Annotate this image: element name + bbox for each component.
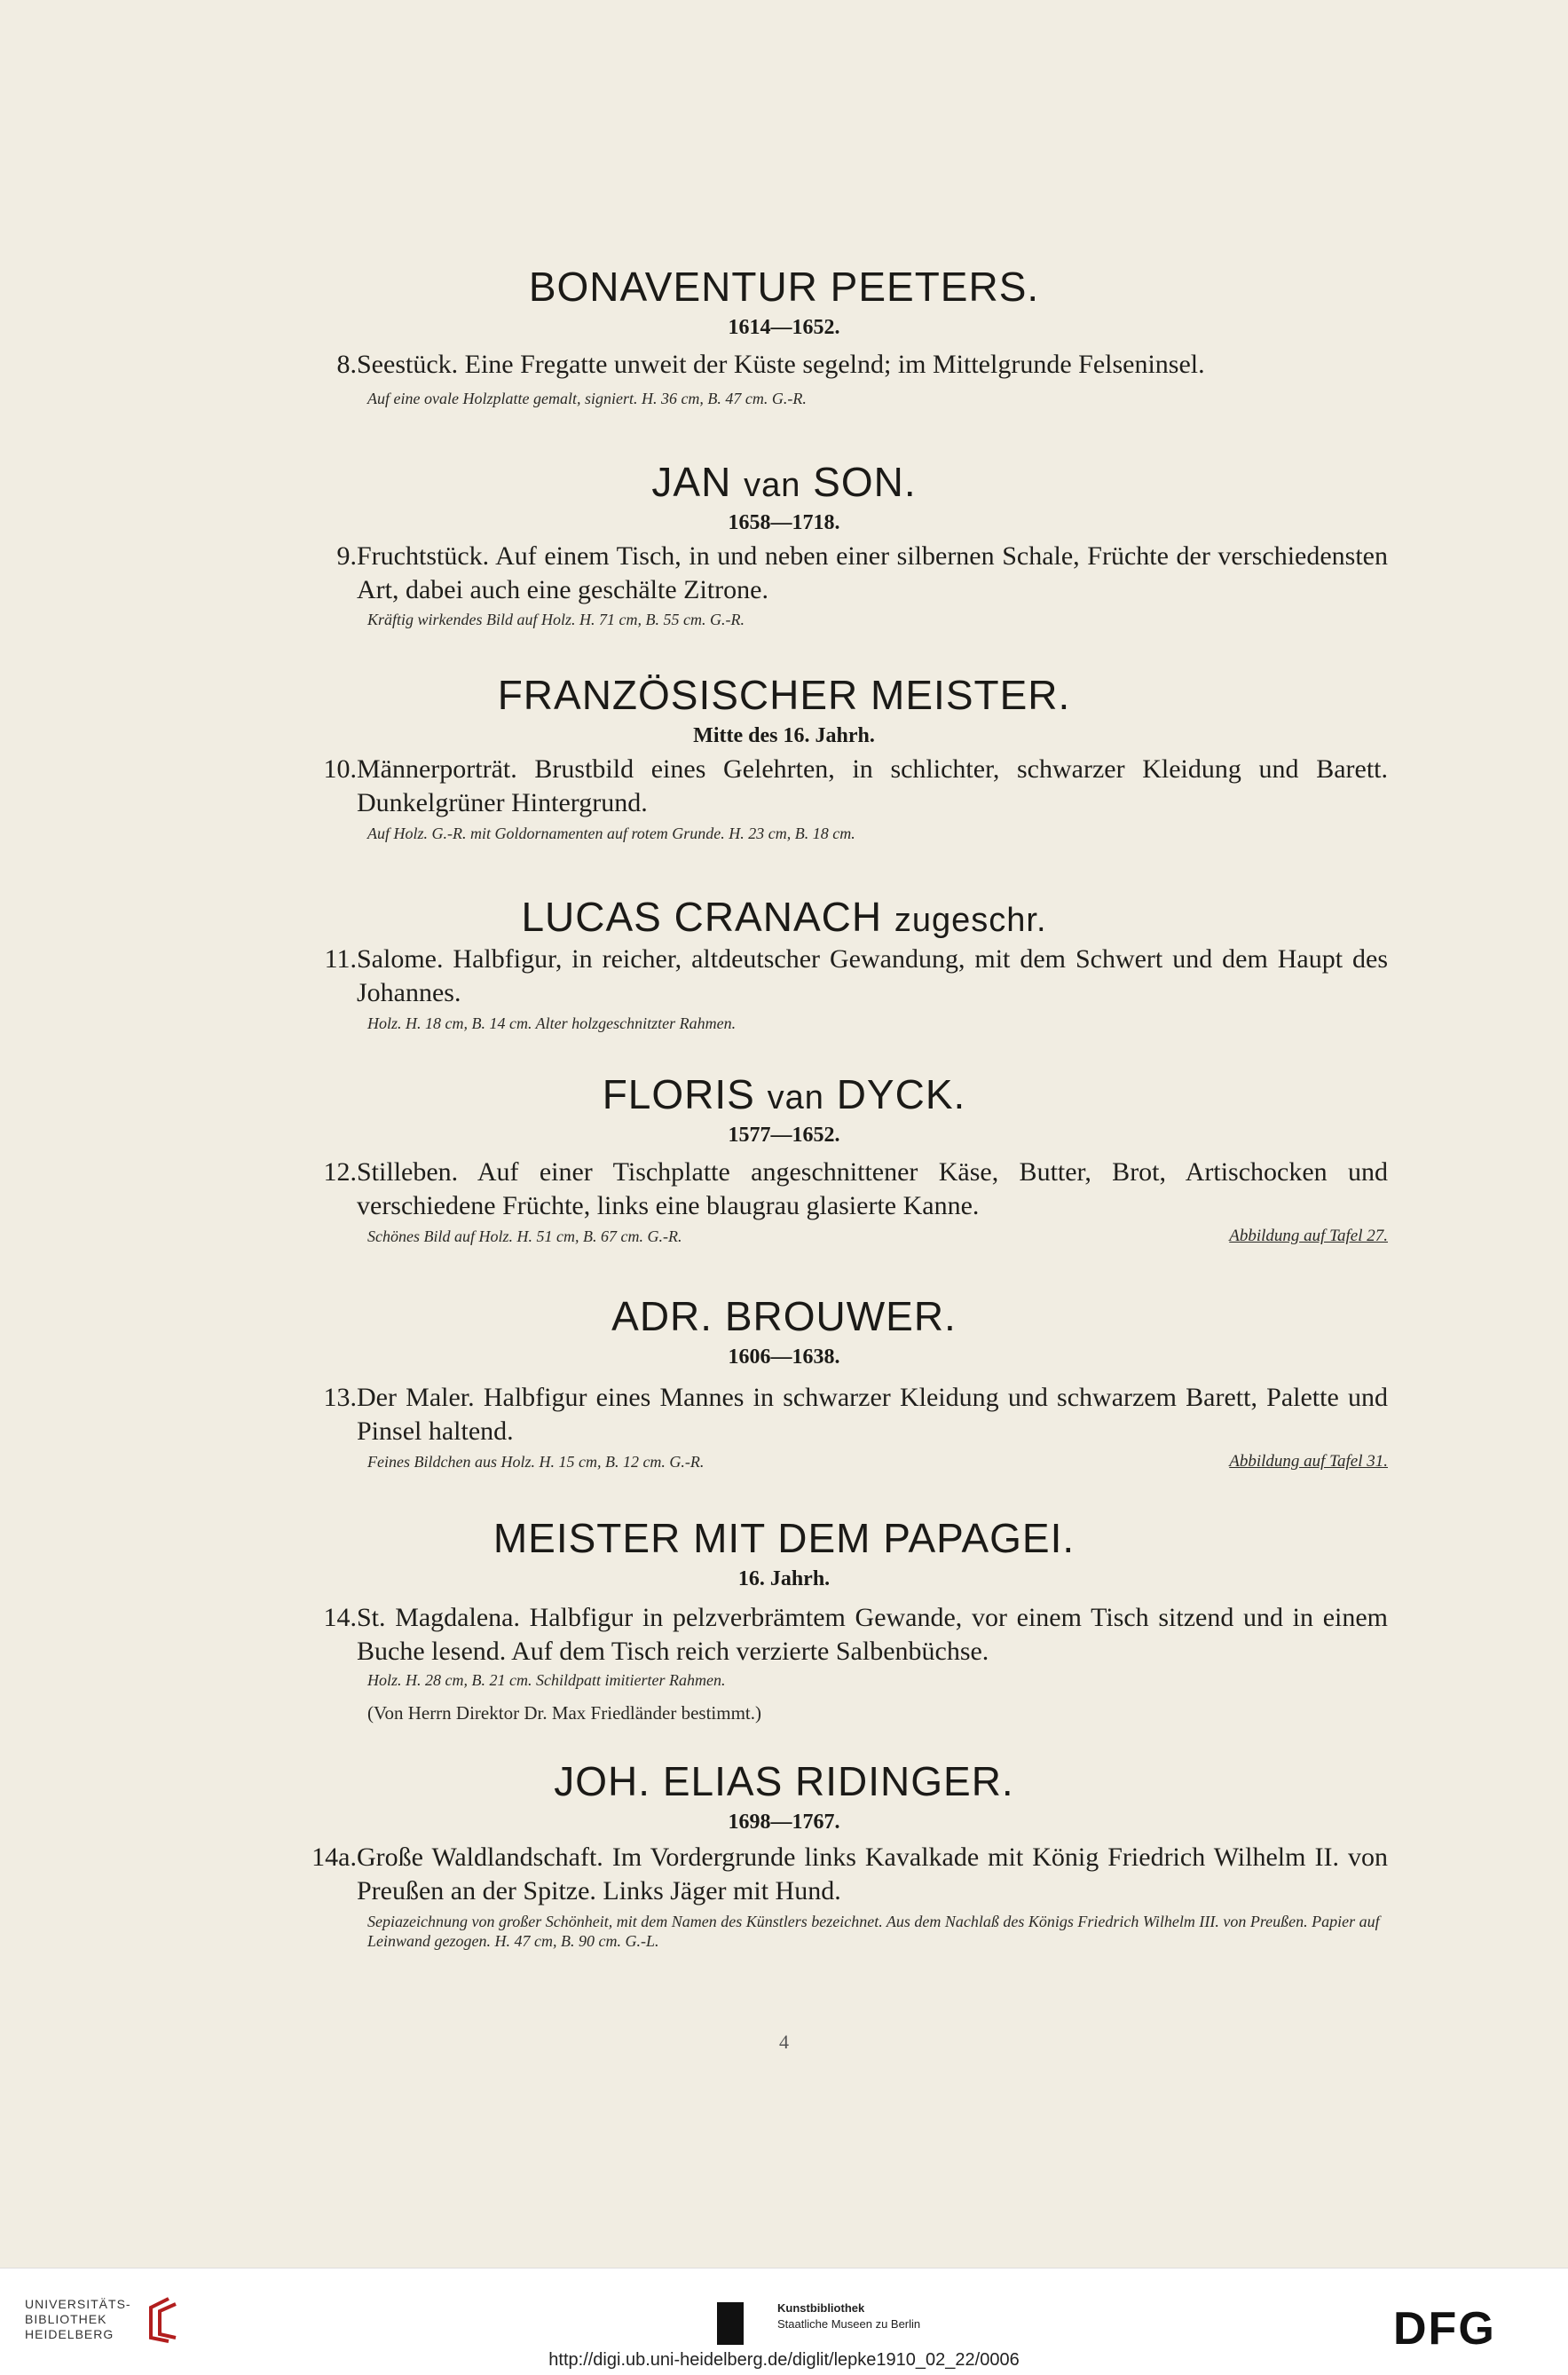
lot-meta-text: Feines Bildchen aus Holz. H. 15 cm, B. 12 cm. G.-R. — [367, 1453, 705, 1471]
artist-heading — [0, 1070, 1568, 1148]
lot-meta-text: Holz. H. 28 cm, B. 21 cm. Schildpatt imitierter Rahmen. — [367, 1671, 726, 1689]
lot-meta-text: Holz. H. 18 cm, B. 14 cm. Alter holzgeschnitzter Rahmen. — [367, 1014, 737, 1032]
artist-dates: 1606—1638. — [728, 1345, 840, 1369]
page-number: 4 — [779, 2031, 789, 2053]
artist-dates: 1658—1718. — [728, 511, 840, 534]
artist-heading — [0, 1514, 1568, 1591]
lot-meta — [367, 610, 1388, 629]
artist-name: ADR. BROUWER. — [611, 1293, 957, 1339]
artist-dates: Mitte des 16. Jahrh. — [693, 724, 875, 747]
lot-description — [303, 1381, 1388, 1448]
lot-number: 11. — [324, 944, 357, 974]
plate-reference: Abbildung auf Tafel 27. — [1229, 1227, 1388, 1245]
artist-heading — [0, 893, 1568, 941]
artist-dates: 1577—1652. — [728, 1124, 840, 1147]
lot-number: 10. — [323, 754, 357, 784]
lot-description — [303, 1601, 1388, 1669]
artist-heading — [0, 671, 1568, 748]
lot-description — [303, 1156, 1388, 1223]
plate-reference: Abbildung auf Tafel 31. — [1229, 1452, 1388, 1471]
artist-heading — [0, 1292, 1568, 1369]
artist-dates: 1698—1767. — [728, 1811, 840, 1834]
lot-description — [303, 753, 1388, 820]
lot-meta — [367, 1014, 1388, 1033]
lot-meta — [367, 1452, 1388, 1472]
lot-number: 9. — [336, 541, 357, 571]
lot-description — [303, 348, 1388, 382]
lot-text: Große Waldlandschaft. Im Vordergrunde links Kavalkade mit König Friedrich Wilhelm II. von Preußen an der Spitze. Links Jäger mit Hund. — [357, 1842, 1388, 1906]
university-logo-icon — [142, 2295, 185, 2345]
lot-number: 12. — [323, 1157, 357, 1187]
lot-number: 14. — [323, 1603, 357, 1632]
artist-heading — [0, 263, 1568, 340]
lot-text: Fruchtstück. Auf einem Tisch, in und neben einer silbernen Schale, Früchte der verschiedensten Art, dabei auch eine geschälte Zitrone. — [357, 541, 1388, 604]
kunstbibliothek-logo-icon — [717, 2302, 744, 2345]
artist-name: BONAVENTUR PEETERS. — [528, 264, 1040, 310]
lot-meta — [367, 389, 1388, 408]
artist-name: JAN van SON. — [651, 459, 917, 505]
artist-name: FRANZÖSISCHER MEISTER. — [497, 672, 1071, 718]
lot-text: Seestück. Eine Fregatte unweit der Küste segelnd; im Mittelgrunde Felseninsel. — [357, 350, 1205, 379]
lot-meta — [367, 1912, 1388, 1951]
lot-number: 8. — [336, 350, 357, 379]
lot-description — [303, 943, 1388, 1010]
artist-name: LUCAS CRANACH zugeschr. — [521, 894, 1047, 940]
artist-heading — [0, 458, 1568, 535]
lot-text: Salome. Halbfigur, in reicher, altdeutscher Gewandung, mit dem Schwert und dem Haupt des Johannes. — [357, 944, 1388, 1007]
kunstbibliothek-label: Kunstbibliothek Staatliche Museen zu Berlin — [777, 2301, 921, 2331]
lot-meta-text: Auf eine ovale Holzplatte gemalt, signiert. H. 36 cm, B. 47 cm. G.-R. — [367, 390, 807, 407]
lot-description — [303, 1841, 1388, 1908]
dfg-logo: DFG — [1393, 2303, 1496, 2355]
lot-meta-text: Kräftig wirkendes Bild auf Holz. H. 71 cm, B. 55 cm. G.-R. — [367, 611, 745, 628]
artist-name: JOH. ELIAS RIDINGER. — [554, 1758, 1014, 1804]
attribution-note: (Von Herrn Direktor Dr. Max Friedländer bestimmt.) — [367, 1702, 762, 1724]
lot-meta-text: Schönes Bild auf Holz. H. 51 cm, B. 67 cm. G.-R. — [367, 1227, 682, 1245]
lot-description — [303, 540, 1388, 607]
lot-meta-text: Sepiazeichnung von großer Schönheit, mit dem Namen des Künstlers bezeichnet. Aus dem Nachlaß des Königs Friedrich Wilhelm III. von Preußen. Papier auf Leinwand gezogen. H. 47 cm, B. 90 cm. G.-L. — [367, 1913, 1380, 1950]
lot-meta-text: Auf Holz. G.-R. mit Goldornamenten auf rotem Grunde. H. 23 cm, B. 18 cm. — [367, 825, 855, 842]
artist-name: FLORIS van DYCK. — [602, 1071, 966, 1117]
lot-meta — [367, 824, 1388, 843]
artist-dates: 16. Jahrh. — [737, 1567, 831, 1590]
artist-heading — [0, 1757, 1568, 1835]
artist-name: MEISTER MIT DEM PAPAGEI. — [492, 1515, 1076, 1561]
lot-meta — [367, 1670, 1388, 1690]
lot-number: 13. — [323, 1383, 357, 1412]
lot-text: Der Maler. Halbfigur eines Mannes in schwarzer Kleidung und schwarzem Barett, Palette und Pinsel haltend. — [357, 1383, 1388, 1446]
digitization-footer — [0, 2268, 1568, 2375]
university-library-label: UNIVERSITÄTS- BIBLIOTHEK HEIDELBERG — [25, 2297, 131, 2341]
lot-text: Stilleben. Auf einer Tischplatte angeschnittener Käse, Butter, Brot, Artischocken und verschiedene Früchte, links eine blaugrau glasierte Kanne. — [357, 1157, 1388, 1220]
lot-text: Männerporträt. Brustbild eines Gelehrten, in schlichter, schwarzer Kleidung und Barett. Dunkelgrüner Hintergrund. — [357, 754, 1388, 817]
source-url-link[interactable]: http://digi.ub.uni-heidelberg.de/diglit/lepke1910_02_22/0006 — [548, 2350, 1020, 2370]
lot-meta — [367, 1227, 1388, 1246]
lot-text: St. Magdalena. Halbfigur in pelzverbrämtem Gewande, vor einem Tisch sitzend und in einem Buche lesend. Auf dem Tisch reich verzierte Salbenbüchse. — [357, 1603, 1388, 1666]
lot-number: 14a. — [311, 1842, 357, 1872]
artist-dates: 1614—1652. — [728, 316, 840, 339]
